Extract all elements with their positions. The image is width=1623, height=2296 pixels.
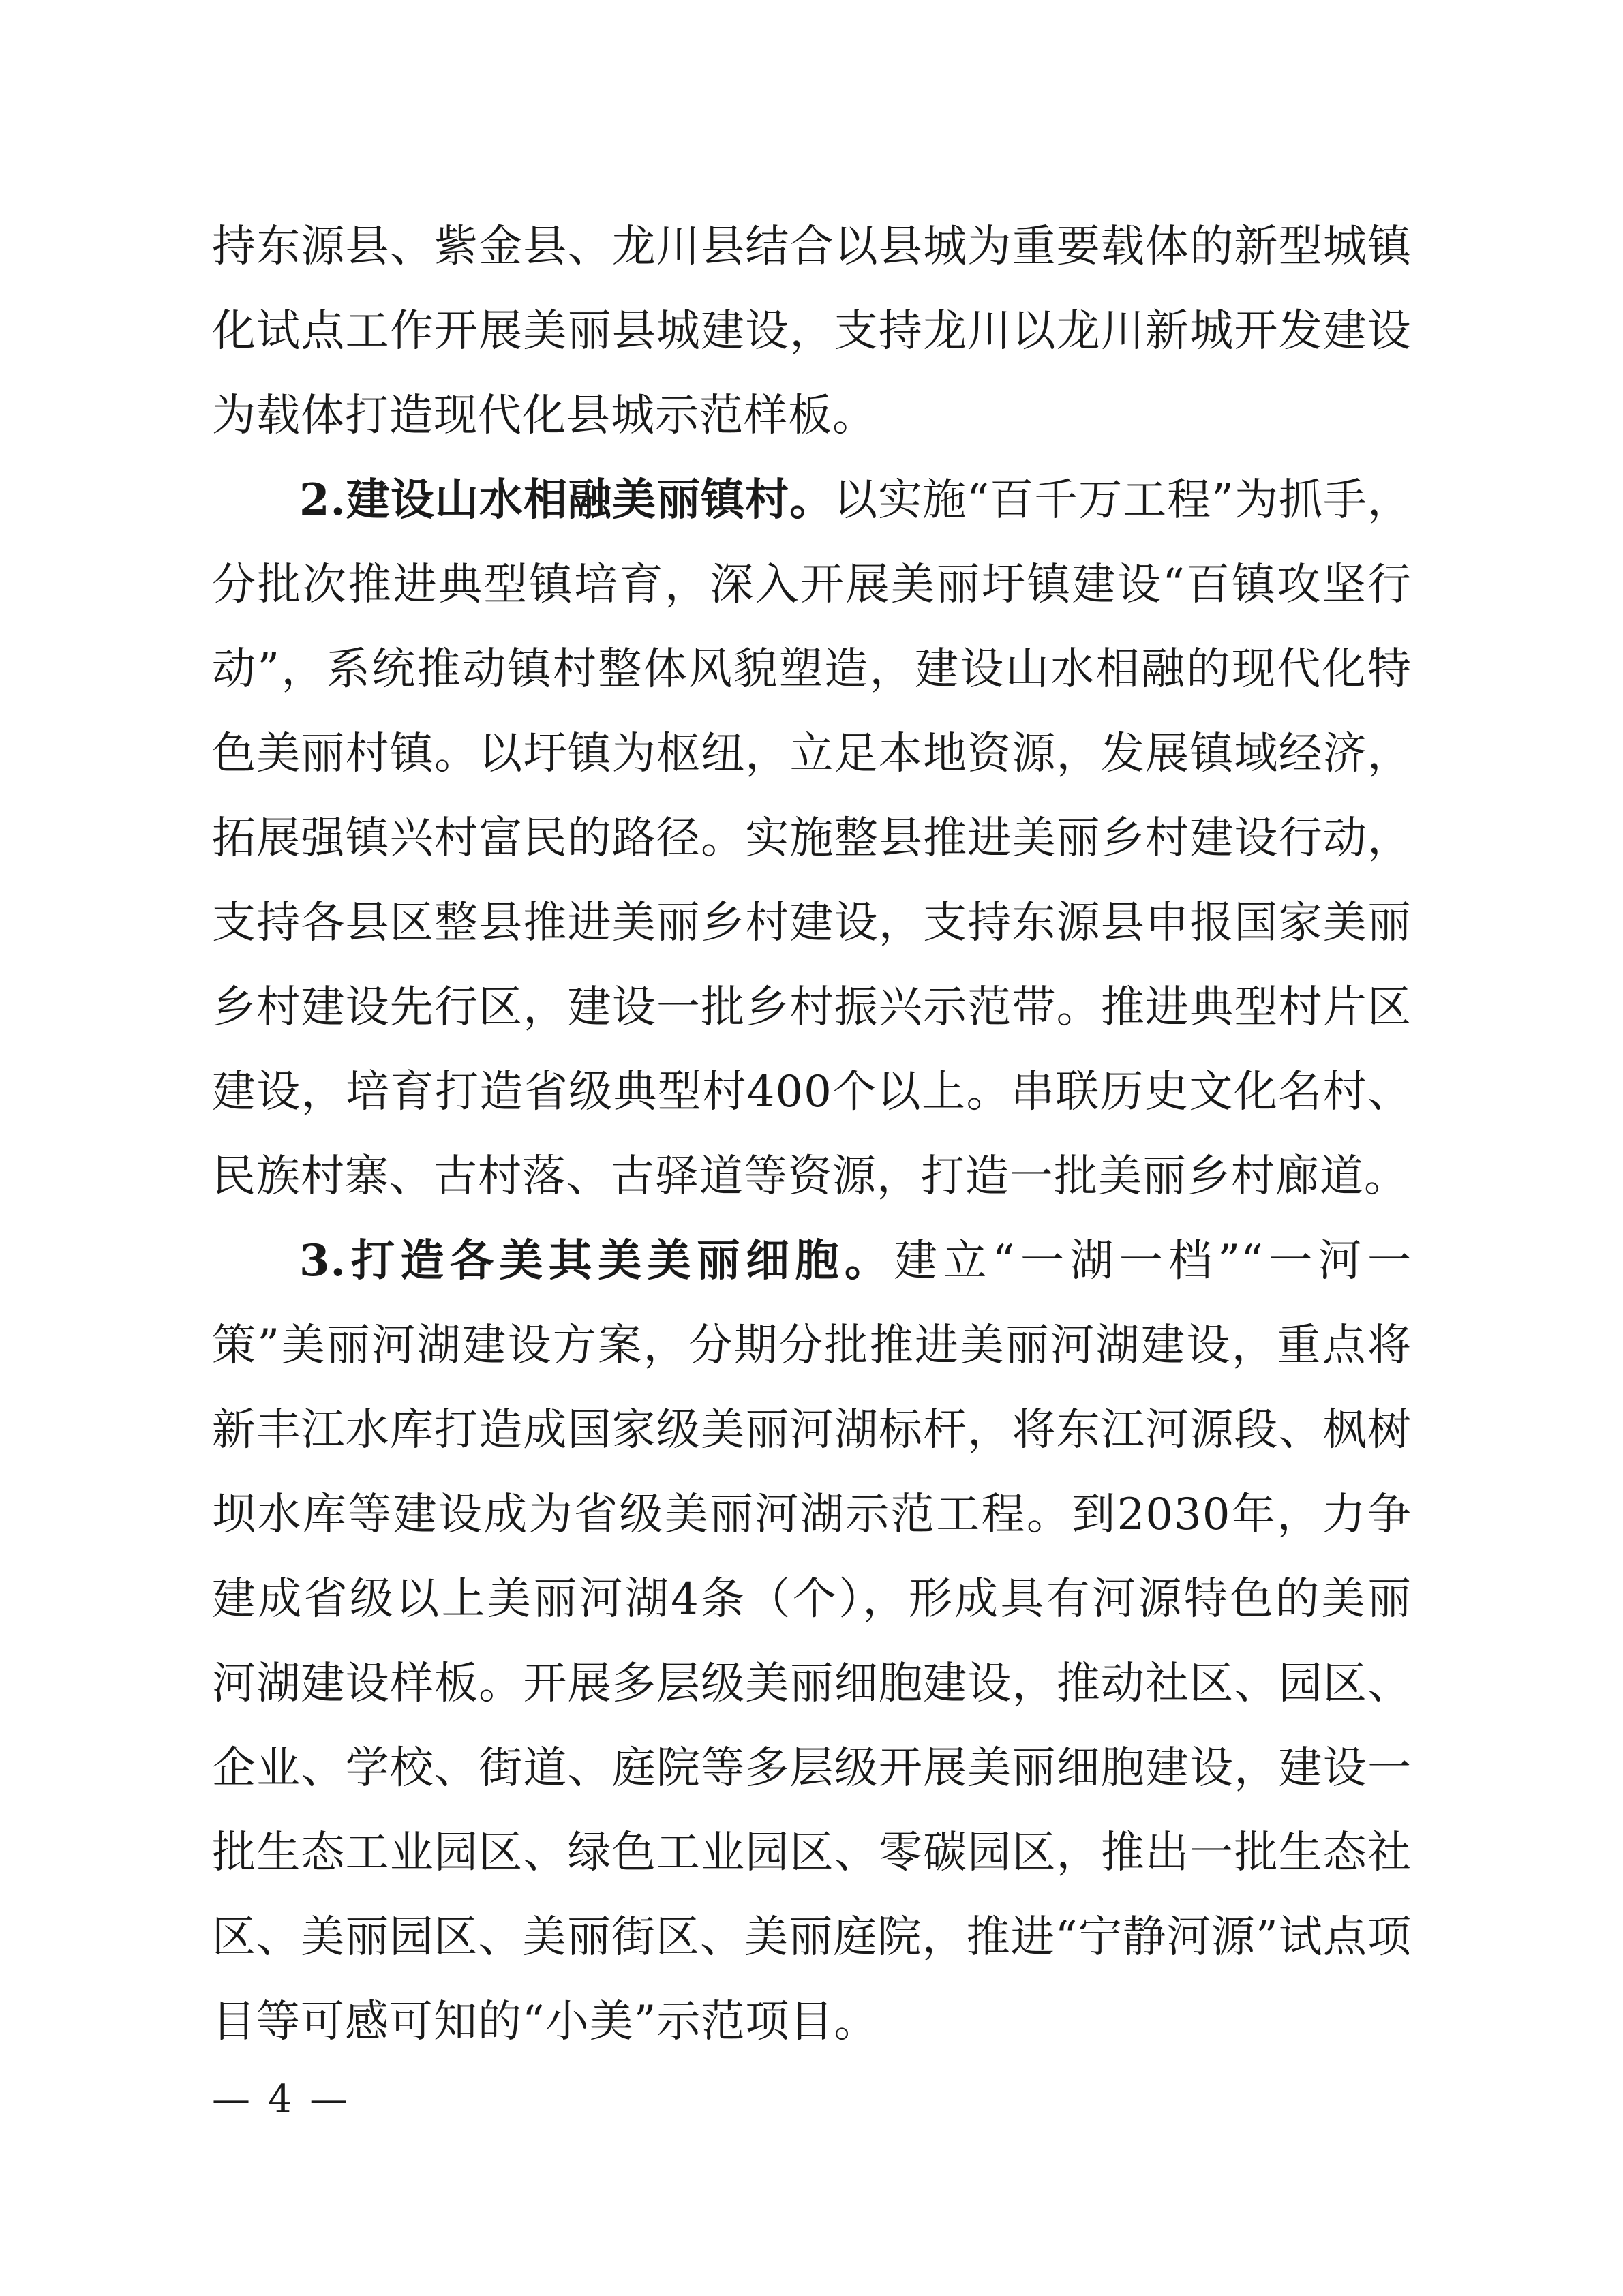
- page-number: — 4 —: [212, 2077, 351, 2121]
- paragraph-text: 以实施“百千万工程”为抓手，分批次推进典型镇培育，深入开展美丽圩镇建设“百镇攻坚行动”，系统推动镇村整体风貌塑造，建设山水相融的现代化特色美丽村镇。以圩镇为枢纽，立足本地资源，发展镇域经济，拓展强镇兴村富民的路径。实施整县推进美丽乡村建设行动，支持各县区整县推进美丽乡村建设，支持东源县申报国家美丽乡村建设先行区，建设一批乡村振兴示范带。推进典型村片区建设，培育打造省级典型村400个以上。串联历史文化名村、民族村寨、古村落、古驿道等资源，打造一批美丽乡村廊道。: [212, 475, 1412, 1202]
- section-heading-3: 3.打造各美其美美丽细胞。: [299, 1235, 894, 1286]
- paragraph-text: 建立“一湖一档”“一河一策”美丽河湖建设方案，分期分批推进美丽河湖建设，重点将新丰江水库打造成国家级美丽河湖标杆，将东江河源段、枫树坝水库等建设成为省级美丽河湖示范工程。到2030年，力争建成省级以上美丽河湖4条（个），形成具有河源特色的美丽河湖建设样板。开展多层级美丽细胞建设，推动社区、园区、企业、学校、街道、庭院等多层级开展美丽细胞建设，建设一批生态工业园区、绿色工业园区、零碳园区，推出一批生态社区、美丽园区、美丽街区、美丽庭院，推进“宁静河源”试点项目等可感可知的“小美”示范项目。: [212, 1236, 1412, 2047]
- paragraph-section-2: [212, 458, 1412, 1219]
- paragraph-section-3: [212, 1219, 1412, 2064]
- section-heading-2: 2.建设山水相融美丽镇村。: [299, 474, 834, 526]
- paragraph-text: 持东源县、紫金县、龙川县结合以县城为重要载体的新型城镇化试点工作开展美丽县城建设，支持龙川以龙川新城开发建设为载体打造现代化县城示范样板。: [212, 222, 1412, 441]
- document-body: [212, 205, 1412, 2064]
- paragraph-continuation: [212, 205, 1412, 458]
